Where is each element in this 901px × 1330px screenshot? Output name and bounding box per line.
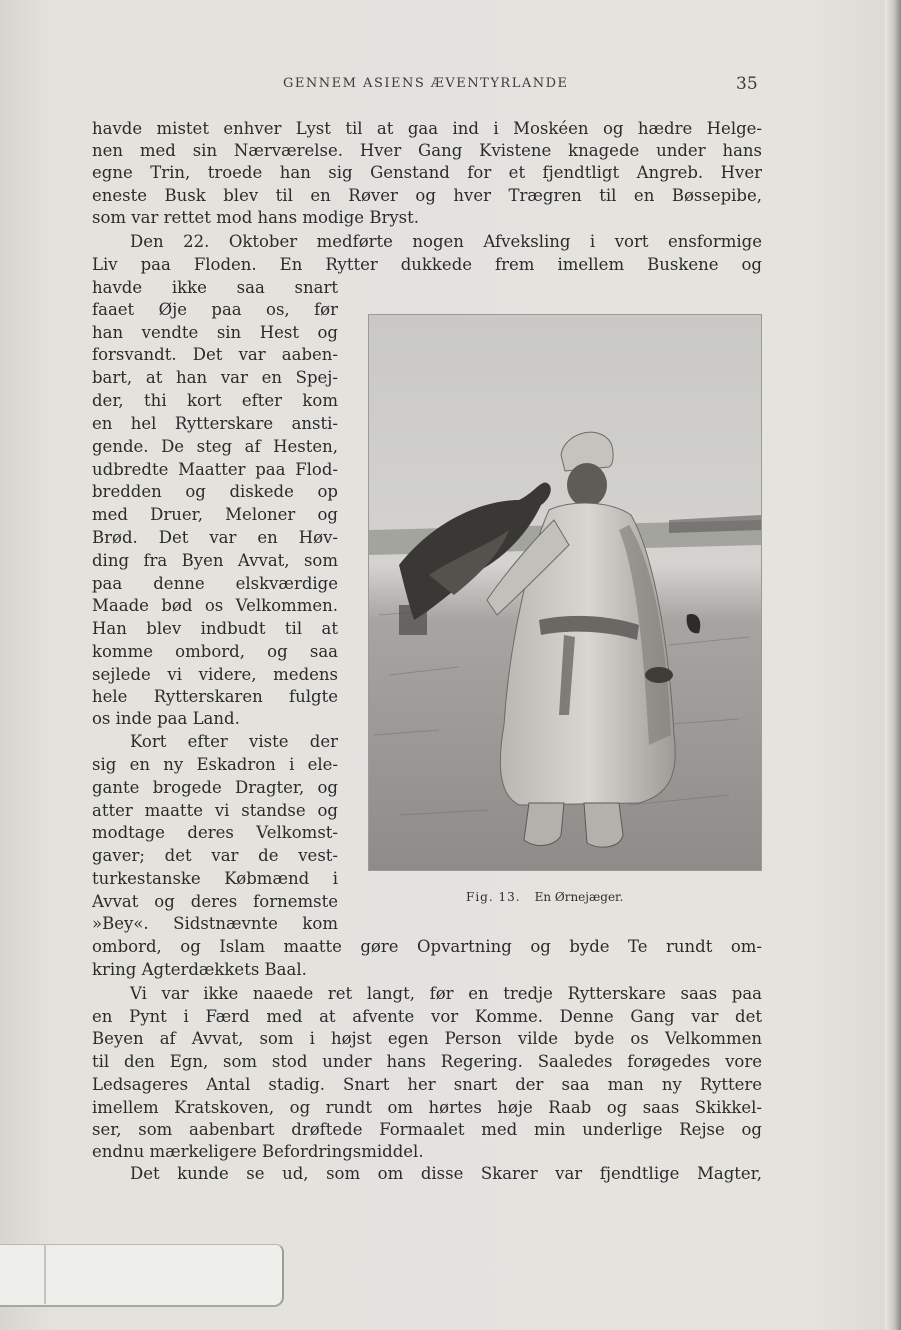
text-line: bredden og diskede op [92,482,338,501]
figure-number: Fig. 13. [466,890,521,904]
text-line: gante brogede Dragter, og [92,778,338,797]
eagle-hunter-photograph [368,314,762,871]
page-number: 35 [736,74,758,94]
text-line: eneste Busk blev til en Røver og hver Trægren til en Bøssepibe, [92,186,762,205]
text-line: en hel Rytterskare ansti- [92,414,338,433]
text-line: Det kunde se ud, som om disse Skarer var fjendtlige Magter, [130,1164,762,1183]
text-line: hele Rytterskaren fulgte [92,687,338,706]
text-line: faaet Øje paa os, før [92,300,338,319]
text-line: egne Trin, troede han sig Genstand for et fjendtligt Angreb. Hver [92,163,762,182]
text-line: med Druer, Meloner og [92,505,338,524]
text-line: gaver; det var de vest- [92,846,338,865]
text-line: som var rettet mod hans modige Bryst. [92,208,419,227]
figure-caption [466,890,623,904]
text-line: sejlede vi videre, medens [92,665,338,684]
text-line: forsvandt. Det var aaben- [92,345,338,364]
text-line: imellem Kratskoven, og rundt om hørtes høje Raab og saas Skikkel- [92,1098,762,1117]
library-label-sticker [0,1244,284,1307]
text-line: endnu mærkeligere Befordringsmiddel. [92,1142,424,1161]
text-line: Beyen af Avvat, som i højst egen Person vilde byde os Velkommen [92,1029,762,1048]
page-header [0,74,901,96]
text-line: til den Egn, som stod under hans Regering. Saaledes forøgedes vore [92,1052,762,1071]
text-line: paa denne elskværdige [92,574,338,593]
text-line: Vi var ikke naaede ret langt, før en tredje Rytterskare saas paa [130,984,762,1003]
text-line: modtage deres Velkomst- [92,823,338,842]
text-line: komme ombord, og saa [92,642,338,661]
text-line: Brød. Det var en Høv- [92,528,338,547]
text-line: Avvat og deres fornemste [92,892,338,911]
page-edge-shadow [885,0,901,1330]
text-line: »Bey«. Sidstnævnte kom [92,914,338,933]
text-line: Maade bød os Velkommen. [92,596,338,615]
text-line: atter maatte vi standse og [92,801,338,820]
text-line: han vendte sin Hest og [92,323,338,342]
text-line: der, thi kort efter kom [92,391,338,410]
text-line: en Pynt i Færd med at afvente vor Komme. Denne Gang var det [92,1007,762,1026]
text-line: havde ikke saa snart [92,278,338,297]
text-line: ombord, og Islam maatte gøre Opvartning og byde Te rundt om- [92,937,762,956]
text-line: udbredte Maatter paa Flod- [92,460,338,479]
text-line: Liv paa Floden. En Rytter dukkede frem imellem Buskene og [92,255,762,274]
text-line: os inde paa Land. [92,709,240,728]
text-line: Kort efter viste der [130,732,338,751]
figure-caption-text: En Ørnejæger. [534,890,624,904]
running-title: GENNEM ASIENS ÆVENTYRLANDE [283,76,569,91]
text-line: ser, som aabenbart drøftede Formaalet med min underlige Rejse og [92,1120,762,1139]
text-line: gende. De steg af Hesten, [92,437,338,456]
photo-illustration [369,315,761,870]
text-line: bart, at han var en Spej- [92,368,338,387]
text-line: kring Agterdækkets Baal. [92,960,307,979]
text-line: ding fra Byen Avvat, som [92,551,338,570]
text-line: sig en ny Eskadron i ele- [92,755,338,774]
text-line: Ledsageres Antal stadig. Snart her snart der saa man ny Ryttere [92,1075,762,1094]
text-line: nen med sin Nærværelse. Hver Gang Kvistene knagede under hans [92,141,762,160]
text-line: turkestanske Købmænd i [92,869,338,888]
text-line: Han blev indbudt til at [92,619,338,638]
text-line: Den 22. Oktober medførte nogen Afveksling i vort ensformige [130,232,762,251]
text-line: havde mistet enhver Lyst til at gaa ind i Moskéen og hædre Helge- [92,119,762,138]
label-divider [44,1244,46,1304]
